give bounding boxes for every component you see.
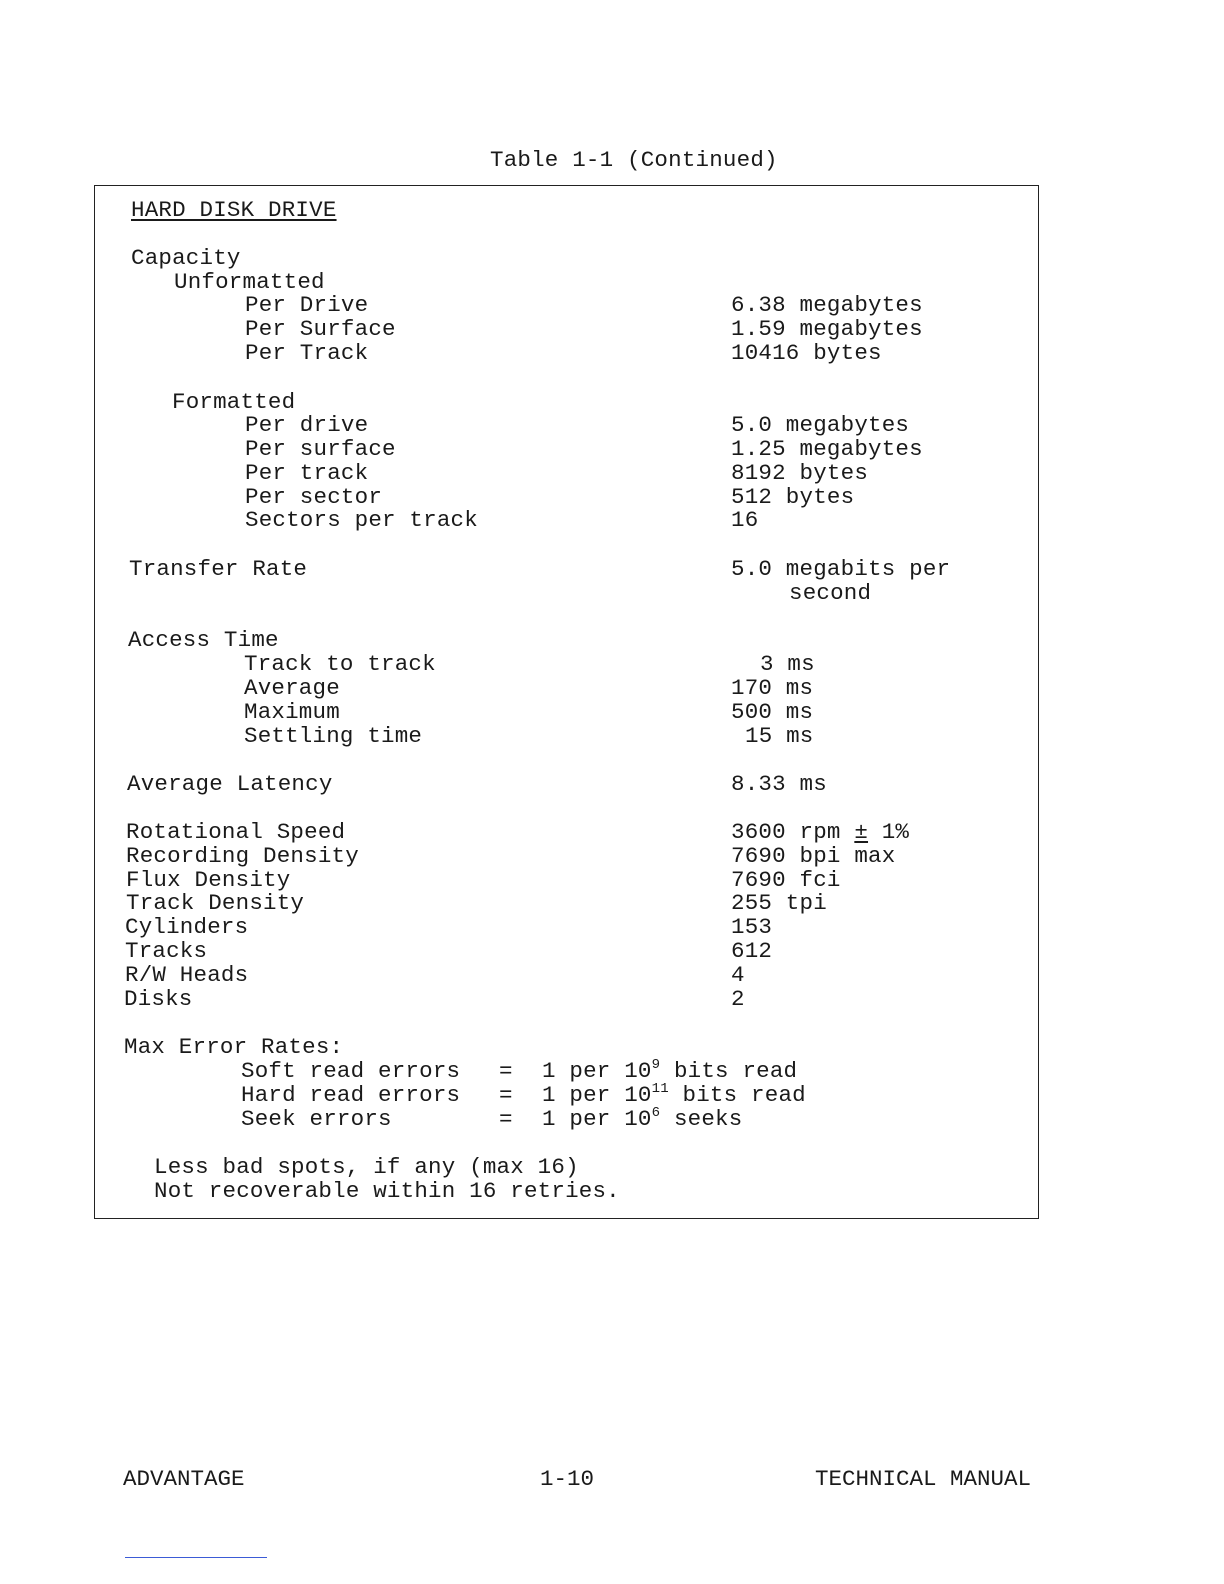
- spec-label: Per Drive: [245, 292, 369, 318]
- spec-label: Recording Density: [126, 843, 359, 869]
- section-heading: HARD DISK DRIVE: [131, 197, 337, 223]
- spec-label: Per Surface: [245, 316, 396, 342]
- spec-value: 7690 fci: [731, 867, 841, 893]
- note-line: Less bad spots, if any (max 16): [154, 1154, 579, 1180]
- spec-label: Per Track: [245, 340, 369, 366]
- spec-label: Track Density: [126, 890, 305, 916]
- transfer-rate-value: 5.0 megabits per: [731, 556, 951, 582]
- spec-label: Average: [244, 675, 340, 701]
- equals-sign: =: [499, 1082, 513, 1108]
- average-latency-value: 8.33 ms: [731, 771, 827, 797]
- spec-value: 10416 bytes: [731, 340, 882, 366]
- error-rate-value: 1 per $10^6$ seeks: [542, 1105, 743, 1132]
- footer-rule: [125, 1557, 267, 1558]
- footer-product: ADVANTAGE: [123, 1466, 245, 1492]
- spec-value: 612: [731, 938, 773, 964]
- spec-value: 5.0 megabytes: [731, 412, 910, 438]
- spec-value: 255 tpi: [731, 890, 827, 916]
- spec-label: Per surface: [245, 436, 396, 462]
- error-rate-label: Soft read errors: [241, 1058, 461, 1084]
- spec-label: Maximum: [244, 699, 340, 725]
- spec-label: Per drive: [245, 412, 369, 438]
- footer-manual-title: TECHNICAL MANUAL: [815, 1466, 1032, 1492]
- spec-value: 3600 rpm ± 1%: [731, 819, 910, 845]
- spec-label: R/W Heads: [125, 962, 249, 988]
- equals-sign: =: [499, 1106, 513, 1132]
- spec-value: 170 ms: [731, 675, 814, 701]
- access-time-label: Access Time: [128, 627, 279, 653]
- spec-label: Track to track: [244, 651, 436, 677]
- table-title: Table 1-1 (Continued): [490, 147, 778, 173]
- spec-value: 4: [731, 962, 745, 988]
- spec-value: 2: [731, 986, 745, 1012]
- average-latency-label: Average Latency: [127, 771, 333, 797]
- error-rate-label: Hard read errors: [241, 1082, 461, 1108]
- spec-label: Sectors per track: [245, 507, 478, 533]
- spec-label: Disks: [124, 986, 193, 1012]
- error-rate-label: Seek errors: [241, 1106, 392, 1132]
- formatted-label: Formatted: [172, 389, 296, 415]
- equals-sign: =: [499, 1058, 513, 1084]
- footer-page-number: 1-10: [540, 1466, 595, 1492]
- error-rate-value: 1 per $10^{11}$ bits read: [542, 1081, 806, 1108]
- spec-label: Settling time: [244, 723, 423, 749]
- spec-value: 1.59 megabytes: [731, 316, 923, 342]
- spec-label: Per track: [245, 460, 369, 486]
- spec-value: 3 ms: [760, 651, 815, 677]
- spec-label: Rotational Speed: [126, 819, 346, 845]
- spec-label: Cylinders: [125, 914, 249, 940]
- capacity-label: Capacity: [131, 245, 241, 271]
- error-rate-value: 1 per $10^9$ bits read: [542, 1057, 798, 1084]
- spec-label: Per sector: [245, 484, 383, 510]
- spec-value: 7690 bpi max: [731, 843, 896, 869]
- spec-value: 1.25 megabytes: [731, 436, 923, 462]
- spec-value: 153: [731, 914, 773, 940]
- spec-value: 512 bytes: [731, 484, 855, 510]
- note-line: Not recoverable within 16 retries.: [154, 1178, 620, 1204]
- spec-value: 6.38 megabytes: [731, 292, 923, 318]
- transfer-rate-value-cont: second: [789, 580, 872, 606]
- spec-value: 16: [731, 507, 759, 533]
- error-rates-label: Max Error Rates:: [124, 1034, 344, 1060]
- spec-label: Tracks: [125, 938, 208, 964]
- spec-value: 15 ms: [745, 723, 814, 749]
- spec-value: 500 ms: [731, 699, 814, 725]
- spec-label: Flux Density: [126, 867, 291, 893]
- spec-value: 8192 bytes: [731, 460, 869, 486]
- unformatted-label: Unformatted: [174, 269, 325, 295]
- transfer-rate-label: Transfer Rate: [129, 556, 308, 582]
